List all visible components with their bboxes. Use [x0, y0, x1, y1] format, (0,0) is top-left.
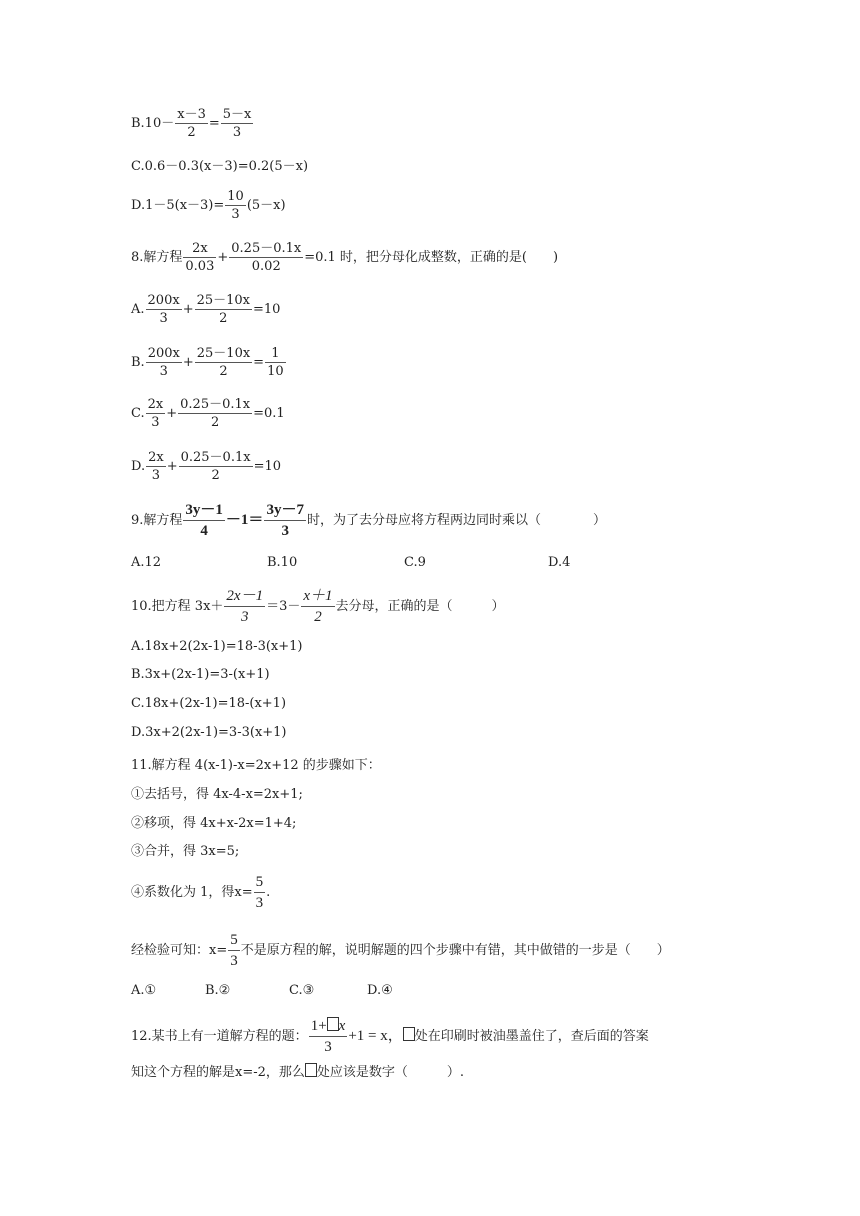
q11-option-d[interactable]: D.④: [367, 983, 393, 998]
q8-option-c[interactable]: C. $\frac{2x}{3}$ + $\frac{0.25-0.1x}{2}$ =0.1: [131, 397, 285, 430]
ink-covered-box-icon: [403, 1027, 415, 1041]
q10-stem: 10.把方程 3x＋ $\frac{2x-1}{3}$ ＝3－ $\frac{x+1}{2}$ 去分母，正确的是（ ）: [131, 588, 505, 625]
q11-step-4: ④系数化为 1，得x= $\frac{5}{3}$ .: [131, 874, 271, 911]
q11-step-2: ②移项，得 4x+x-2x=1+4;: [131, 816, 297, 831]
q12-stem: 12.某书上有一道解方程的题： $\frac{1+ x}{3}$ +1 = x， 处在印刷时被油墨盖住了，查后面的答案: [131, 1018, 649, 1055]
q9-stem: 9.解方程 $\frac{3y-1}{4}$ －1＝ $\frac{3y-7}{3}$ 时，为了去分母应将方程两边同时乘以（ ）: [131, 502, 606, 539]
q7-b-prefix: B.10－: [131, 116, 175, 131]
q11-option-c[interactable]: C.③: [289, 983, 315, 998]
fraction: $\frac{x-3}{2}$: [177, 107, 206, 140]
ink-covered-box-icon: [327, 1017, 339, 1031]
q11-stem: 11.解方程 4(x-1)-x=2x+12 的步骤如下：: [131, 758, 381, 773]
q8-option-b[interactable]: B. $\frac{200x}{3}$ + $\frac{25-10x}{2}$ = $\frac{1}{10}$: [131, 346, 284, 379]
fraction: $\frac{5-x}{3}$: [222, 107, 252, 140]
q11-option-a[interactable]: A.①: [131, 983, 157, 998]
q11-check: 经检验可知：x= $\frac{5}{3}$ 不是原方程的解，说明解题的四个步骤中有错，其中做错的一步是（ ）: [131, 932, 670, 969]
q11-option-b[interactable]: B.②: [205, 983, 231, 998]
q10-option-d[interactable]: D.3x+2(2x-1)=3-3(x+1): [131, 725, 287, 740]
q7-option-d[interactable]: D.1－5(x－3)= $\frac{10}{3}$ (5－x): [131, 189, 286, 222]
q9-option-a[interactable]: A.12: [131, 555, 162, 570]
fraction: $\frac{0.25-0.1x}{0.02}$: [231, 241, 302, 274]
fraction: $\frac{10}{3}$: [227, 189, 244, 222]
fraction: $\frac{2x}{0.03}$: [185, 241, 215, 274]
q8-option-a[interactable]: A. $\frac{200x}{3}$ + $\frac{25-10x}{2}$ =10: [131, 293, 281, 326]
q10-option-a[interactable]: A.18x+2(2x-1)=18-3(x+1): [131, 639, 303, 654]
q11-step-3: ③合并，得 3x=5;: [131, 844, 240, 859]
q8-stem: 8.解方程 $\frac{2x}{0.03}$ + $\frac{0.25-0.1x}{0.02}$ =0.1 时，把分母化成整数，正确的是( ): [131, 241, 559, 274]
q7-option-c[interactable]: C.0.6－0.3(x－3)=0.2(5－x): [131, 159, 309, 174]
q11-options: [131, 982, 393, 1000]
q11-step-1: ①去括号，得 4x-4-x=2x+1;: [131, 787, 303, 802]
ink-covered-box-icon: [305, 1063, 317, 1077]
q8-option-d[interactable]: D. $\frac{2x}{3}$ + $\frac{0.25-0.1x}{2}$ =10: [131, 450, 281, 483]
q7-option-b[interactable]: B.10－ $\frac{x-3}{2}$ = $\frac{5-x}{3}$: [131, 107, 252, 140]
q9-option-d[interactable]: D.4: [548, 555, 571, 570]
q10-option-c[interactable]: C.18x+(2x-1)=18-(x+1): [131, 696, 287, 711]
q12-line-2: 知这个方程的解是x=-2，那么 处应该是数字（ ）.: [131, 1065, 465, 1080]
q9-option-c[interactable]: C.9: [404, 555, 426, 570]
q9-option-b[interactable]: B.10: [267, 555, 298, 570]
q10-option-b[interactable]: B.3x+(2x-1)=3-(x+1): [131, 667, 270, 682]
q9-options: [131, 554, 570, 572]
